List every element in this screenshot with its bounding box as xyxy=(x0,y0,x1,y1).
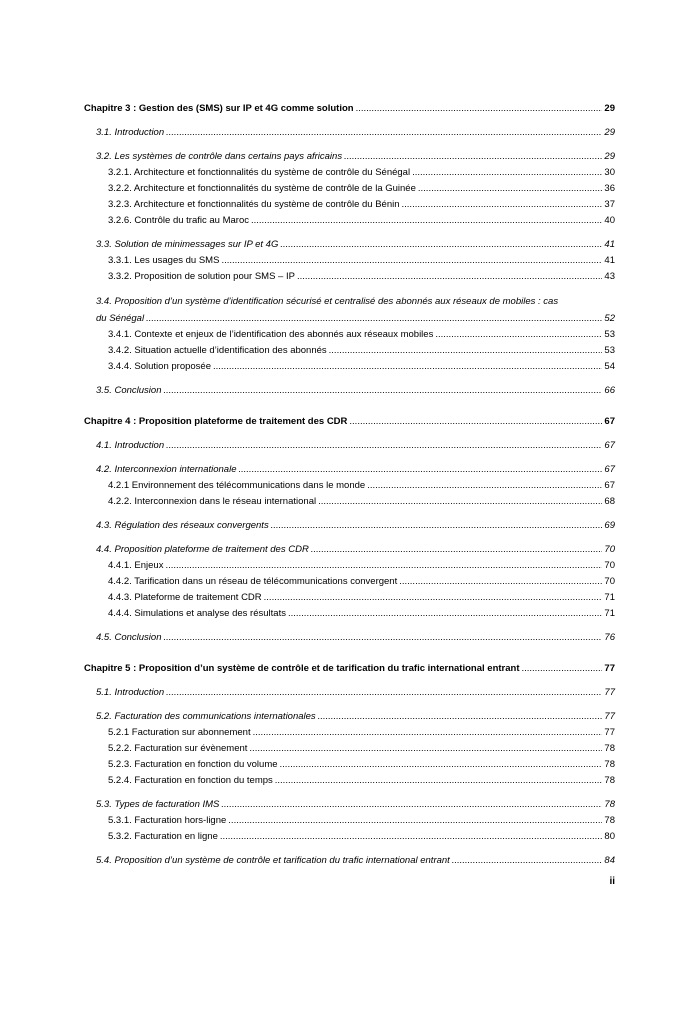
dot-leader xyxy=(271,518,603,534)
toc-page-number: 84 xyxy=(604,855,615,866)
toc-page-number: 68 xyxy=(604,496,615,507)
toc-subsection[interactable] xyxy=(84,813,615,829)
toc-entry-title: 5.2.1 Facturation sur abonnement xyxy=(108,727,251,738)
dot-leader xyxy=(221,253,602,269)
toc-entry-title: 3.5. Conclusion xyxy=(96,385,162,396)
toc-entry-title: 5.3. Types de facturation IMS xyxy=(96,799,220,810)
toc-entry-title: 4.4.2. Tarification dans un réseau de télécommunications convergent xyxy=(108,576,398,587)
dot-leader xyxy=(280,757,603,773)
toc-page-number: 71 xyxy=(604,592,615,603)
dot-leader xyxy=(435,327,602,343)
toc-subsection[interactable] xyxy=(84,197,615,213)
toc-page-number: 71 xyxy=(604,608,615,619)
toc-chapter[interactable] xyxy=(84,414,615,430)
toc-page-number: 77 xyxy=(604,663,615,674)
toc-entry-title: 5.2.3. Facturation en fonction du volume xyxy=(108,759,278,770)
toc-entry-title: 3.2.3. Architecture et fonctionnalités du système de contrôle du Bénin xyxy=(108,199,400,210)
toc-page-number: 29 xyxy=(604,151,615,162)
toc-page-number: 54 xyxy=(604,361,615,372)
page-number: ii xyxy=(609,876,615,887)
dot-leader xyxy=(418,181,603,197)
dot-leader xyxy=(228,813,602,829)
toc-entry-title: 3.3.2. Proposition de solution pour SMS – IP xyxy=(108,271,295,282)
toc-entry-row xyxy=(96,311,615,327)
dot-leader xyxy=(213,359,602,375)
toc-page-number: 78 xyxy=(604,743,615,754)
dot-leader xyxy=(412,165,602,181)
dot-leader xyxy=(163,630,602,646)
toc-entry-title: Chapitre 5 : Proposition d’un système de contrôle et de tarification du trafic international entrant xyxy=(84,663,520,674)
toc-entry-title: 3.3. Solution de minimessages sur IP et 4G xyxy=(96,239,279,250)
dot-leader xyxy=(249,741,602,757)
toc-subsection[interactable] xyxy=(84,757,615,773)
toc-section[interactable] xyxy=(84,709,615,725)
toc-subsection[interactable] xyxy=(84,590,615,606)
dot-leader xyxy=(452,853,603,869)
toc-page-number: 43 xyxy=(604,271,615,282)
toc-entry-title: 5.2.2. Facturation sur évènement xyxy=(108,743,248,754)
toc-subsection[interactable] xyxy=(84,327,615,343)
toc-page-number: 76 xyxy=(604,632,615,643)
toc-page-number: 67 xyxy=(604,416,615,427)
toc-section[interactable] xyxy=(84,462,615,478)
dot-leader xyxy=(344,149,602,165)
toc-entry-title: 3.4.4. Solution proposée xyxy=(108,361,211,372)
dot-leader xyxy=(165,558,602,574)
table-of-contents xyxy=(84,101,615,869)
dot-leader xyxy=(399,574,602,590)
toc-entry-title: 3.2.6. Contrôle du trafic au Maroc xyxy=(108,215,249,226)
toc-section[interactable] xyxy=(84,438,615,454)
toc-page-number: 78 xyxy=(604,799,615,810)
toc-page-number: 69 xyxy=(604,520,615,531)
toc-page-number: 52 xyxy=(604,313,615,324)
toc-subsection[interactable] xyxy=(84,829,615,845)
toc-entry-title: 3.3.1. Les usages du SMS xyxy=(108,255,220,266)
toc-section[interactable] xyxy=(84,797,615,813)
toc-page-number: 77 xyxy=(604,711,615,722)
toc-section[interactable] xyxy=(84,685,615,701)
toc-page-number: 67 xyxy=(604,440,615,451)
dot-leader xyxy=(318,709,603,725)
toc-entry-title: 4.2. Interconnexion internationale xyxy=(96,464,237,475)
toc-section[interactable] xyxy=(84,853,615,869)
toc-page-number: 37 xyxy=(604,199,615,210)
dot-leader xyxy=(402,197,603,213)
toc-page-number: 78 xyxy=(604,775,615,786)
toc-subsection[interactable] xyxy=(84,269,615,285)
toc-section[interactable] xyxy=(84,518,615,534)
dot-leader xyxy=(146,311,602,327)
toc-page-number: 70 xyxy=(604,576,615,587)
toc-entry-title: 3.2.1. Architecture et fonctionnalités du système de contrôle du Sénégal xyxy=(108,167,411,178)
toc-entry-title: 3.4.1. Contexte et enjeux de l’identification des abonnés aux réseaux mobiles xyxy=(108,329,434,340)
toc-subsection[interactable] xyxy=(84,253,615,269)
toc-entry-title: 4.2.1 Environnement des télécommunications dans le monde xyxy=(108,480,366,491)
dot-leader xyxy=(275,773,603,789)
dot-leader xyxy=(329,343,603,359)
toc-subsection[interactable] xyxy=(84,165,615,181)
dot-leader xyxy=(221,797,602,813)
toc-entry-title: 5.2.4. Facturation en fonction du temps xyxy=(108,775,273,786)
toc-page-number: 53 xyxy=(604,345,615,356)
dot-leader xyxy=(288,606,602,622)
toc-entry-title: 5.2. Facturation des communications internationales xyxy=(96,711,316,722)
toc-chapter[interactable] xyxy=(84,101,615,117)
toc-page-number: 29 xyxy=(604,103,615,114)
dot-leader xyxy=(318,494,602,510)
dot-leader xyxy=(356,101,603,117)
dot-leader xyxy=(297,269,602,285)
toc-entry-title: 4.4.3. Plateforme de traitement CDR xyxy=(108,592,262,603)
toc-chapter[interactable] xyxy=(84,661,615,677)
toc-entry-title: 4.4.4. Simulations et analyse des résultats xyxy=(108,608,286,619)
toc-section-wrapped xyxy=(84,293,615,327)
toc-subsection[interactable] xyxy=(84,343,615,359)
toc-page-number: 66 xyxy=(604,385,615,396)
toc-entry-title-cont: du Sénégal xyxy=(96,313,145,324)
toc-page-number: 77 xyxy=(604,727,615,738)
dot-leader xyxy=(311,542,603,558)
toc-page-number: 41 xyxy=(604,239,615,250)
dot-leader xyxy=(264,590,603,606)
toc-entry-title: 3.2.2. Architecture et fonctionnalités du système de contrôle de la Guinée xyxy=(108,183,416,194)
dot-leader xyxy=(166,685,602,701)
toc-entry-title: Chapitre 4 : Proposition plateforme de traitement des CDR xyxy=(84,416,348,427)
toc-entry-title: 5.4. Proposition d’un système de contrôle et tarification du trafic international entrant xyxy=(96,855,450,866)
toc-page-number: 78 xyxy=(604,759,615,770)
dot-leader xyxy=(521,661,602,677)
toc-page-number: 70 xyxy=(604,560,615,571)
toc-subsection[interactable] xyxy=(84,558,615,574)
toc-section[interactable] xyxy=(84,125,615,141)
toc-entry-title: 4.4. Proposition plateforme de traitement des CDR xyxy=(96,544,309,555)
toc-subsection[interactable] xyxy=(84,494,615,510)
toc-entry-title: 4.4.1. Enjeux xyxy=(108,560,164,571)
toc-section[interactable] xyxy=(84,630,615,646)
toc-subsection[interactable] xyxy=(84,181,615,197)
toc-page-number: 40 xyxy=(604,215,615,226)
toc-entry-title: 5.3.2. Facturation en ligne xyxy=(108,831,218,842)
toc-subsection[interactable] xyxy=(84,725,615,741)
toc-entry-title: Chapitre 3 : Gestion des (SMS) sur IP et 4G comme solution xyxy=(84,103,354,114)
dot-leader xyxy=(166,438,602,454)
dot-leader xyxy=(220,829,603,845)
toc-entry-title: 4.2.2. Interconnexion dans le réseau international xyxy=(108,496,317,507)
toc-entry-title: 4.5. Conclusion xyxy=(96,632,162,643)
toc-entry-title: 5.1. Introduction xyxy=(96,687,165,698)
toc-page-number: 70 xyxy=(604,544,615,555)
dot-leader xyxy=(367,478,602,494)
toc-section[interactable] xyxy=(84,383,615,399)
toc-subsection[interactable] xyxy=(84,606,615,622)
toc-page-number: 53 xyxy=(604,329,615,340)
toc-entry-title: 3.1. Introduction xyxy=(96,127,165,138)
dot-leader xyxy=(253,725,603,741)
toc-page-number: 30 xyxy=(604,167,615,178)
toc-page-number: 67 xyxy=(604,464,615,475)
toc-subsection[interactable] xyxy=(84,574,615,590)
toc-page-number: 80 xyxy=(604,831,615,842)
toc-entry-title: 4.1. Introduction xyxy=(96,440,165,451)
dot-leader xyxy=(163,383,602,399)
toc-page-number: 29 xyxy=(604,127,615,138)
toc-page-number: 77 xyxy=(604,687,615,698)
toc-section[interactable] xyxy=(84,542,615,558)
toc-page-number: 67 xyxy=(604,480,615,491)
toc-entry-title: 3.4. Proposition d’un système d’identification sécurisé et centralisé des abonnés aux réseaux de mobiles : cas xyxy=(96,296,559,307)
toc-subsection[interactable] xyxy=(84,359,615,375)
toc-subsection[interactable] xyxy=(84,478,615,494)
toc-entry-title: 4.3. Régulation des réseaux convergents xyxy=(96,520,269,531)
dot-leader xyxy=(239,462,603,478)
toc-entry-title: 5.3.1. Facturation hors-ligne xyxy=(108,815,227,826)
toc-subsection[interactable] xyxy=(84,213,615,229)
toc-entry-title: 3.2. Les systèmes de contrôle dans certains pays africains xyxy=(96,151,343,162)
dot-leader xyxy=(166,125,602,141)
dot-leader xyxy=(349,414,602,430)
toc-section[interactable] xyxy=(84,237,615,253)
toc-page-number: 41 xyxy=(604,255,615,266)
dot-leader xyxy=(280,237,602,253)
dot-leader xyxy=(251,213,602,229)
toc-page-number: 78 xyxy=(604,815,615,826)
toc-page-number: 36 xyxy=(604,183,615,194)
toc-subsection[interactable] xyxy=(84,741,615,757)
toc-section[interactable] xyxy=(84,149,615,165)
toc-entry-title: 3.4.2. Situation actuelle d’identification des abonnés xyxy=(108,345,327,356)
toc-subsection[interactable] xyxy=(84,773,615,789)
